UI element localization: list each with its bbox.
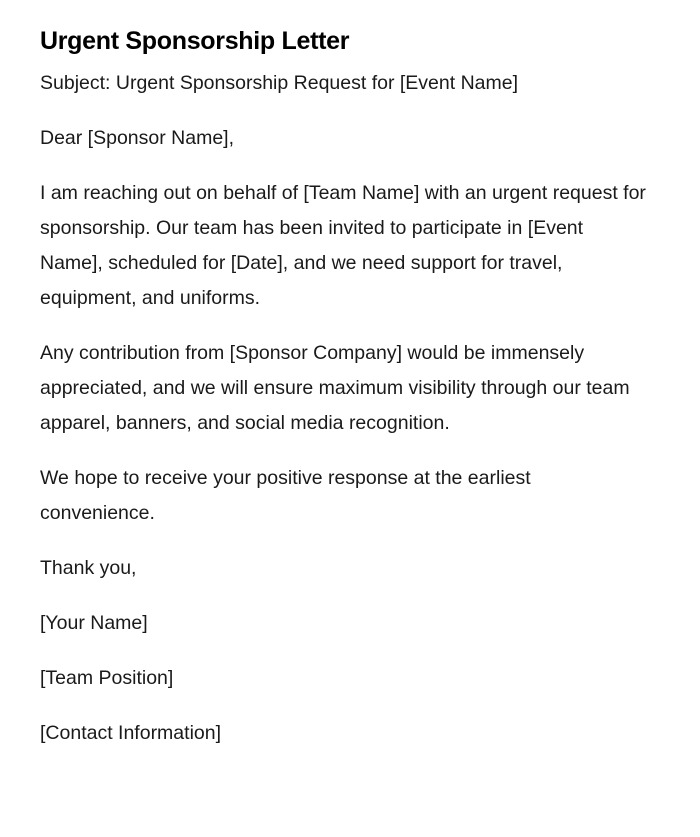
signature-position: [Team Position] [40, 667, 174, 689]
letter-subject: Subject: Urgent Sponsorship Request for [Event Name] [40, 72, 518, 94]
letter-paragraph-1: I am reaching out on behalf of [Team Name] with an urgent request for sponsorship. Our team has been invited to participate in [Event Name], scheduled for [Date], and we need support for travel, equipment, and uniforms. [40, 182, 646, 309]
letter-salutation: Dear [Sponsor Name], [40, 127, 235, 149]
letter-paragraph-3: We hope to receive your positive response at the earliest convenience. [40, 467, 531, 524]
signature-name: [Your Name] [40, 612, 148, 634]
letter-title: Urgent Sponsorship Letter [40, 27, 350, 55]
signature-contact: [Contact Information] [40, 722, 222, 744]
letter-closing: Thank you, [40, 557, 137, 579]
letter-paragraph-2: Any contribution from [Sponsor Company] would be immensely appreciated, and we will ensure maximum visibility through our team apparel, banners, and social media recognition. [40, 342, 630, 434]
